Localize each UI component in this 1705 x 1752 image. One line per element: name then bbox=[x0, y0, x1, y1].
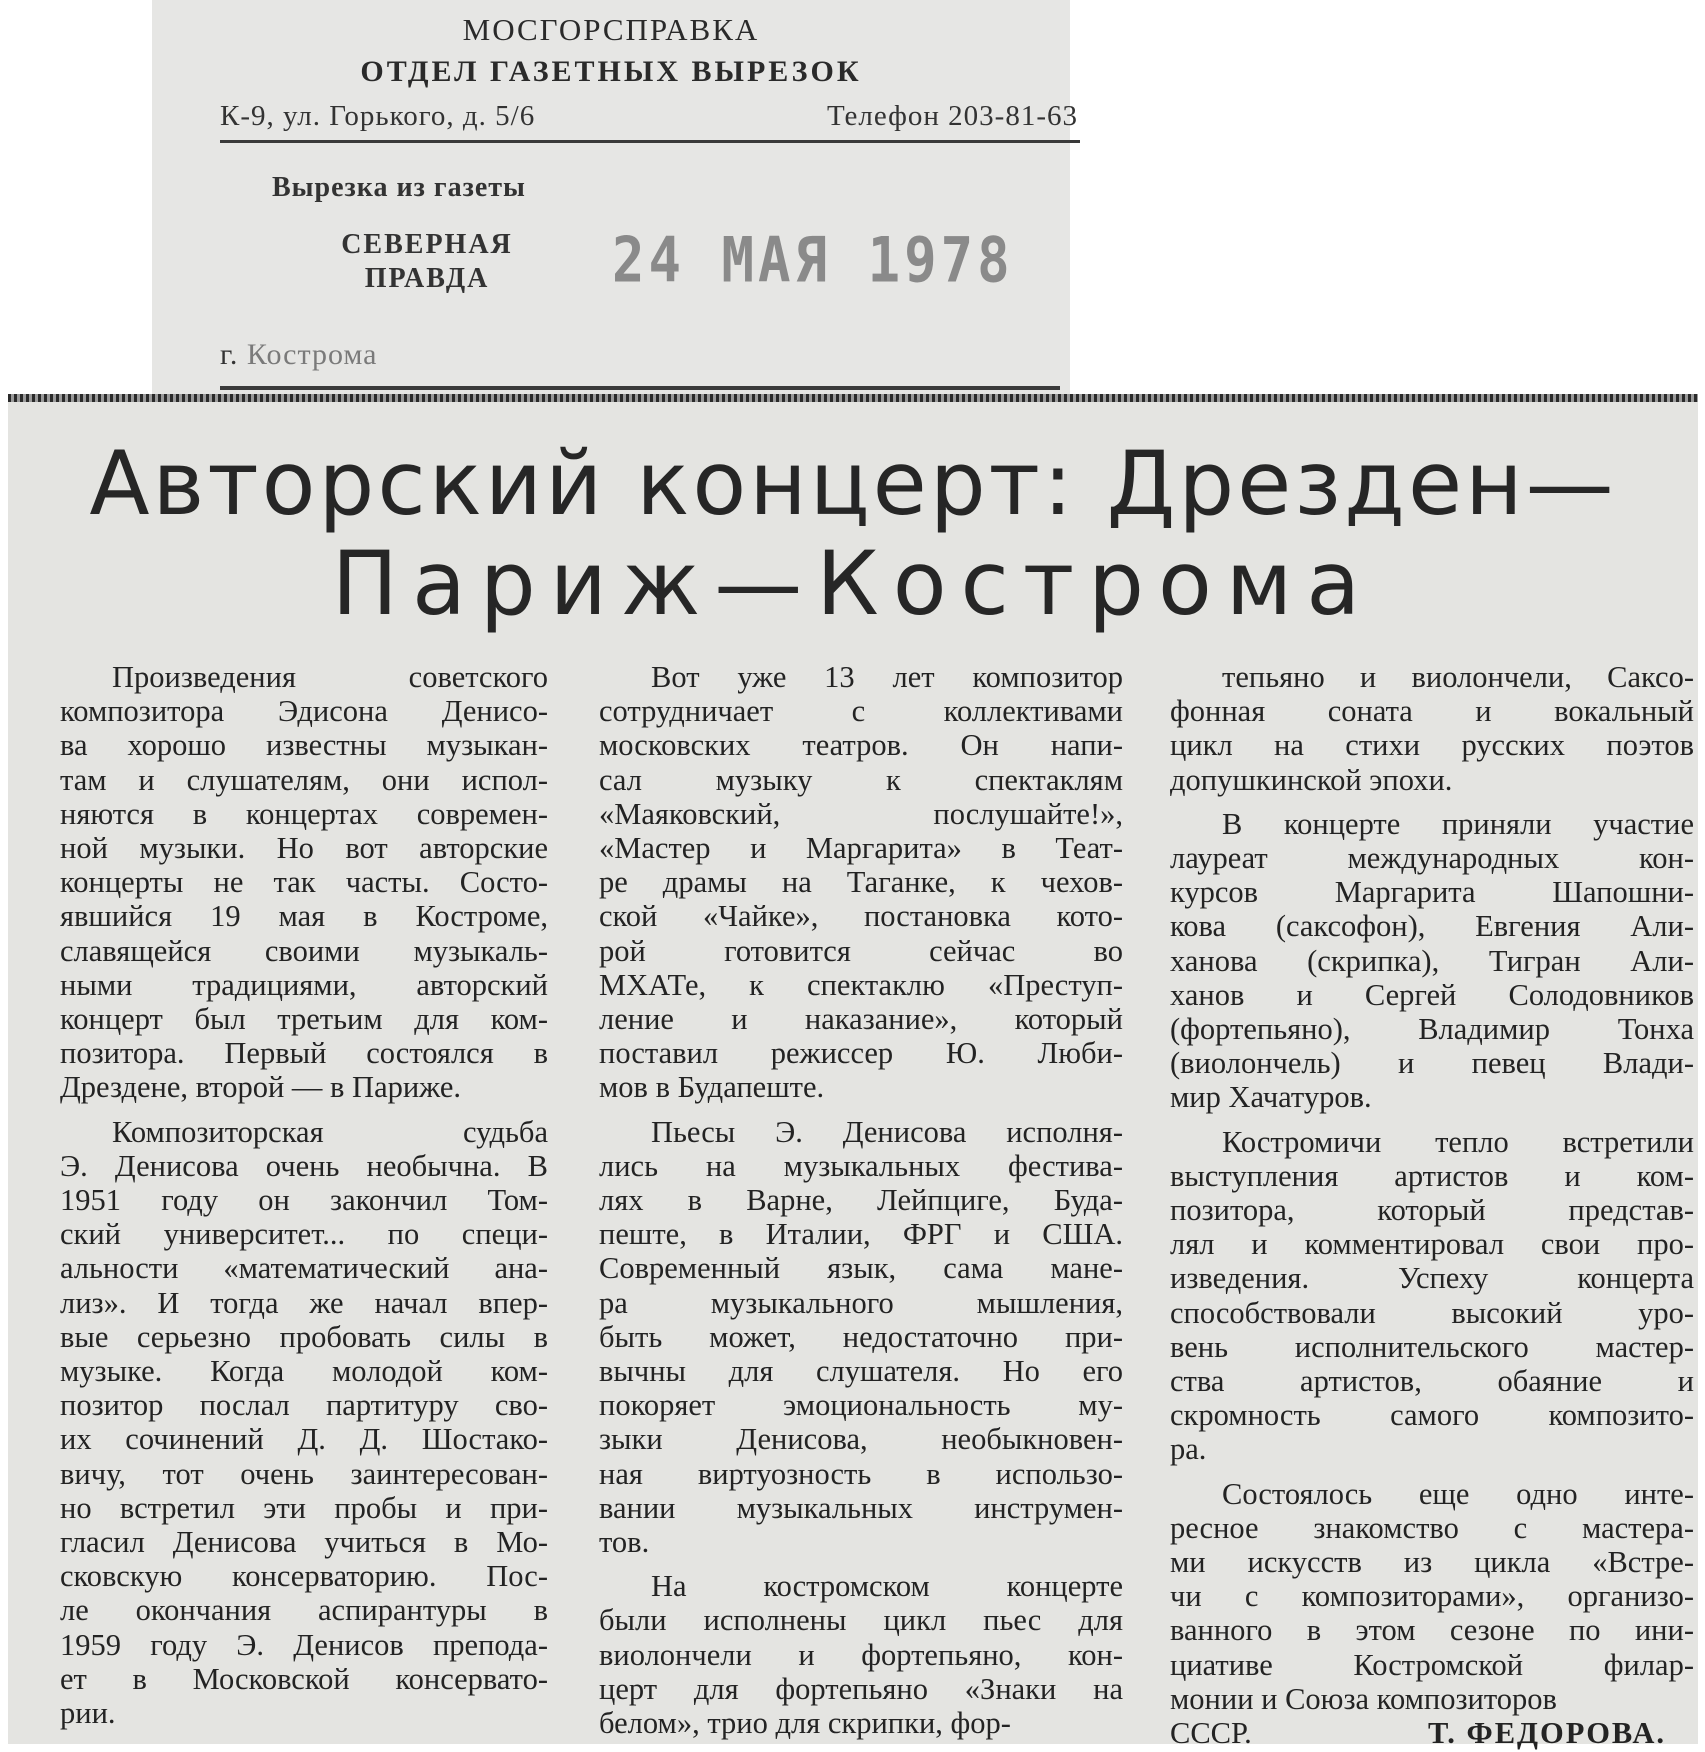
text-line: Современный язык, сама мане- bbox=[599, 1251, 1123, 1286]
text-line: ной музыки. Но вот авторские bbox=[60, 831, 548, 866]
text-line: лях в Варне, Лейпциге, Буда- bbox=[599, 1183, 1123, 1218]
paragraph-gap bbox=[599, 1105, 1123, 1115]
agency-name: МОСГОРСПРАВКА bbox=[462, 12, 760, 47]
text-line: лауреат международных кон- bbox=[1170, 841, 1694, 876]
article-paragraph bbox=[1170, 660, 1694, 797]
text-line: Пьесы Э. Денисова исполня- bbox=[651, 1114, 1123, 1149]
text-line: позитор послал партитуру сво- bbox=[60, 1388, 548, 1423]
article-paragraph bbox=[599, 1569, 1123, 1740]
text-line: лиз». И тогда же начал впер- bbox=[60, 1285, 548, 1320]
text-line: ре драмы на Таганке, к чехов- bbox=[599, 865, 1123, 900]
text-line: ле окончания аспирантуры в bbox=[60, 1593, 548, 1628]
closing-text: СССР. bbox=[1170, 1716, 1252, 1751]
text-line: виолончели и фортепьяно, кон- bbox=[599, 1637, 1123, 1672]
text-line: были исполнены цикл пьес для bbox=[599, 1603, 1123, 1638]
text-line: допушкинской эпохи. bbox=[1170, 762, 1453, 797]
article-paragraph bbox=[1170, 807, 1694, 1115]
text-line: ра музыкального мышления, bbox=[599, 1285, 1123, 1320]
text-line: покоряет эмоциональность му- bbox=[599, 1388, 1123, 1423]
text-line: ная виртуозность в использо- bbox=[599, 1456, 1123, 1491]
paragraph-gap bbox=[1170, 797, 1694, 807]
text-line: славящейся своими музыкаль- bbox=[60, 933, 548, 968]
text-line: вые серьезно пробовать силы в bbox=[60, 1319, 548, 1354]
text-line: ными традициями, авторский bbox=[60, 967, 548, 1002]
text-line: 1951 году он закончил Том- bbox=[60, 1183, 548, 1218]
slip-bottom-edge bbox=[220, 386, 1060, 390]
paragraph-gap bbox=[599, 1559, 1123, 1569]
text-line: Костромичи тепло встретили bbox=[1222, 1124, 1694, 1159]
city-prefix: г. bbox=[220, 338, 239, 371]
text-line: гласил Денисова учиться в Мо- bbox=[60, 1525, 548, 1560]
text-line: 1959 году Э. Денисов препода- bbox=[60, 1627, 548, 1662]
text-line: позитора. Первый состоялся в bbox=[60, 1036, 548, 1071]
text-line: фонная соната и вокальный bbox=[1170, 694, 1694, 729]
text-line: «Маяковский, послушайте!», bbox=[599, 796, 1123, 831]
text-line: ский университет... по специ- bbox=[60, 1217, 548, 1252]
text-line: вичу, тот очень заинтересован- bbox=[60, 1456, 548, 1491]
text-line: их сочинений Д. Д. Шостако- bbox=[60, 1422, 548, 1457]
text-line: кова (саксофон), Евгения Али- bbox=[1170, 909, 1694, 944]
text-line: Композиторская судьба bbox=[112, 1114, 548, 1149]
text-line: циативе Костромской филар- bbox=[1170, 1647, 1694, 1682]
text-line: церт для фортепьяно «Знаки на bbox=[599, 1671, 1123, 1706]
newspaper-name-line-1: СЕВЕРНАЯ bbox=[341, 229, 513, 260]
agency-address: К-9, ул. Горького, д. 5/6 bbox=[220, 100, 536, 132]
text-line: рии. bbox=[60, 1696, 116, 1731]
text-line: Состоялось еще одно инте- bbox=[1222, 1476, 1694, 1511]
clipping-label: Вырезка из газеты bbox=[272, 172, 526, 203]
article-paragraph bbox=[60, 1115, 548, 1731]
text-line: ет в Московской консервато- bbox=[60, 1661, 548, 1696]
text-line: вании музыкальных инструмен- bbox=[599, 1490, 1123, 1525]
text-line: там и слушателям, они испол- bbox=[60, 762, 548, 797]
department-name: ОТДЕЛ ГАЗЕТНЫХ ВЫРЕЗОК bbox=[360, 55, 862, 88]
text-line: На костромском концерте bbox=[651, 1569, 1123, 1604]
text-line: мов в Будапеште. bbox=[599, 1070, 825, 1105]
article-headline bbox=[8, 434, 1698, 634]
article-column-1 bbox=[60, 660, 548, 1730]
text-line: белом», трио для скрипки, фор- bbox=[599, 1706, 1011, 1741]
text-line: МХАТе, к спектаклю «Преступ- bbox=[599, 967, 1123, 1002]
text-line: ление и наказание», который bbox=[599, 1002, 1123, 1037]
perforated-cut-edge bbox=[8, 394, 1698, 402]
text-line: рой готовится сейчас во bbox=[599, 933, 1123, 968]
text-line: композитора Эдисона Денисо- bbox=[60, 694, 548, 729]
text-line: московских театров. Он напи- bbox=[599, 728, 1123, 763]
text-line: пеште, в Италии, ФРГ и США. bbox=[599, 1217, 1123, 1252]
text-line: цикл на стихи русских поэтов bbox=[1170, 728, 1694, 763]
city-line bbox=[220, 338, 378, 372]
header-rule bbox=[220, 140, 1080, 143]
text-line: сотрудничает с коллективами bbox=[599, 694, 1123, 729]
text-line: мир Хачатуров. bbox=[1170, 1080, 1372, 1115]
text-line: явшийся 19 мая в Костроме, bbox=[60, 899, 548, 934]
date-stamp: 24 МАЯ 1978 bbox=[612, 224, 1014, 297]
article-paragraph bbox=[1170, 1125, 1694, 1467]
text-line: курсов Маргарита Шапошни- bbox=[1170, 875, 1694, 910]
author-name: Т. ФЕДОРОВА. bbox=[1427, 1716, 1666, 1751]
text-line: (фортепьяно), Владимир Тонха bbox=[1170, 1012, 1694, 1047]
text-line: поставил режиссер Ю. Люби- bbox=[599, 1036, 1123, 1071]
article-paragraph bbox=[599, 1115, 1123, 1560]
text-line: сал музыку к спектаклям bbox=[599, 762, 1123, 797]
text-line: лись на музыкальных фестива- bbox=[599, 1148, 1123, 1183]
newspaper-article bbox=[8, 402, 1698, 1751]
text-line: монии и Союза композиторов bbox=[1170, 1681, 1557, 1716]
article-paragraph bbox=[60, 660, 548, 1105]
article-column-2 bbox=[599, 660, 1123, 1740]
text-line: тепьяно и виолончели, Саксо- bbox=[1222, 660, 1694, 694]
article-byline bbox=[1170, 1716, 1694, 1750]
text-line: чи с композиторами», организо- bbox=[1170, 1579, 1694, 1614]
clipping-header-slip bbox=[152, 0, 1078, 400]
text-line: ресное знакомство с мастера- bbox=[1170, 1510, 1694, 1545]
text-line: тов. bbox=[599, 1525, 650, 1560]
text-line: вень исполнительского мастер- bbox=[1170, 1329, 1694, 1364]
article-paragraph bbox=[599, 660, 1123, 1105]
text-line: музыке. Когда молодой ком- bbox=[60, 1354, 548, 1389]
text-line: позитора, который представ- bbox=[1170, 1193, 1694, 1228]
newspaper-name-line-2: ПРАВДА bbox=[364, 263, 490, 294]
text-line: ванного в этом сезоне по ини- bbox=[1170, 1613, 1694, 1648]
text-line: ской «Чайке», постановка кото- bbox=[599, 899, 1123, 934]
paragraph-gap bbox=[1170, 1115, 1694, 1125]
text-line: Э. Денисова очень необычна. В bbox=[60, 1148, 548, 1183]
text-line: Дрездене, второй — в Париже. bbox=[60, 1070, 462, 1105]
text-line: ства артистов, обаяние и bbox=[1170, 1364, 1694, 1399]
article-column-3 bbox=[1170, 660, 1694, 1750]
text-line: альности «математический ана- bbox=[60, 1251, 548, 1286]
text-line: ра. bbox=[1170, 1432, 1207, 1467]
text-line: быть может, недостаточно при- bbox=[599, 1319, 1123, 1354]
text-line: ханов и Сергей Солодовников bbox=[1170, 977, 1694, 1012]
text-line: ми искусств из цикла «Встре- bbox=[1170, 1545, 1694, 1580]
text-line: зыки Денисова, необыкновен- bbox=[599, 1422, 1123, 1457]
text-line: ва хорошо известны музыкан- bbox=[60, 728, 548, 763]
paragraph-gap bbox=[60, 1105, 548, 1115]
text-line: Произведения советского bbox=[112, 660, 548, 694]
text-line: (виолончель) и певец Влади- bbox=[1170, 1046, 1694, 1081]
text-line: скромность самого композито- bbox=[1170, 1398, 1694, 1433]
text-line: концерты не так часты. Состо- bbox=[60, 865, 548, 900]
text-line: лял и комментировал свои про- bbox=[1170, 1227, 1694, 1262]
paragraph-gap bbox=[1170, 1467, 1694, 1477]
text-line: ханова (скрипка), Тигран Али- bbox=[1170, 943, 1694, 978]
text-line: выступления артистов и ком- bbox=[1170, 1158, 1694, 1193]
text-line: концерт был третьим для ком- bbox=[60, 1002, 548, 1037]
text-line: изведения. Успеху концерта bbox=[1170, 1261, 1694, 1296]
text-line: вычны для слушателя. Но его bbox=[599, 1354, 1123, 1389]
article-paragraph bbox=[1170, 1477, 1694, 1716]
text-line: сковскую консерваторию. Пос- bbox=[60, 1559, 548, 1594]
text-line: способствовали высокий уро- bbox=[1170, 1295, 1694, 1330]
headline-line-1: Авторский концерт: Дрезден— bbox=[89, 432, 1617, 535]
headline-line-2: Париж—Кострома bbox=[331, 532, 1375, 635]
text-line: В концерте приняли участие bbox=[1222, 806, 1694, 841]
text-line: Вот уже 13 лет композитор bbox=[651, 660, 1123, 694]
text-line: няются в концертах современ- bbox=[60, 796, 548, 831]
city-name: Кострома bbox=[246, 338, 378, 371]
newspaper-name bbox=[332, 228, 522, 296]
text-line: но встретил эти пробы и при- bbox=[60, 1490, 548, 1525]
text-line: «Мастер и Маргарита» в Теат- bbox=[599, 831, 1123, 866]
agency-phone: Телефон 203-81-63 bbox=[826, 100, 1078, 132]
